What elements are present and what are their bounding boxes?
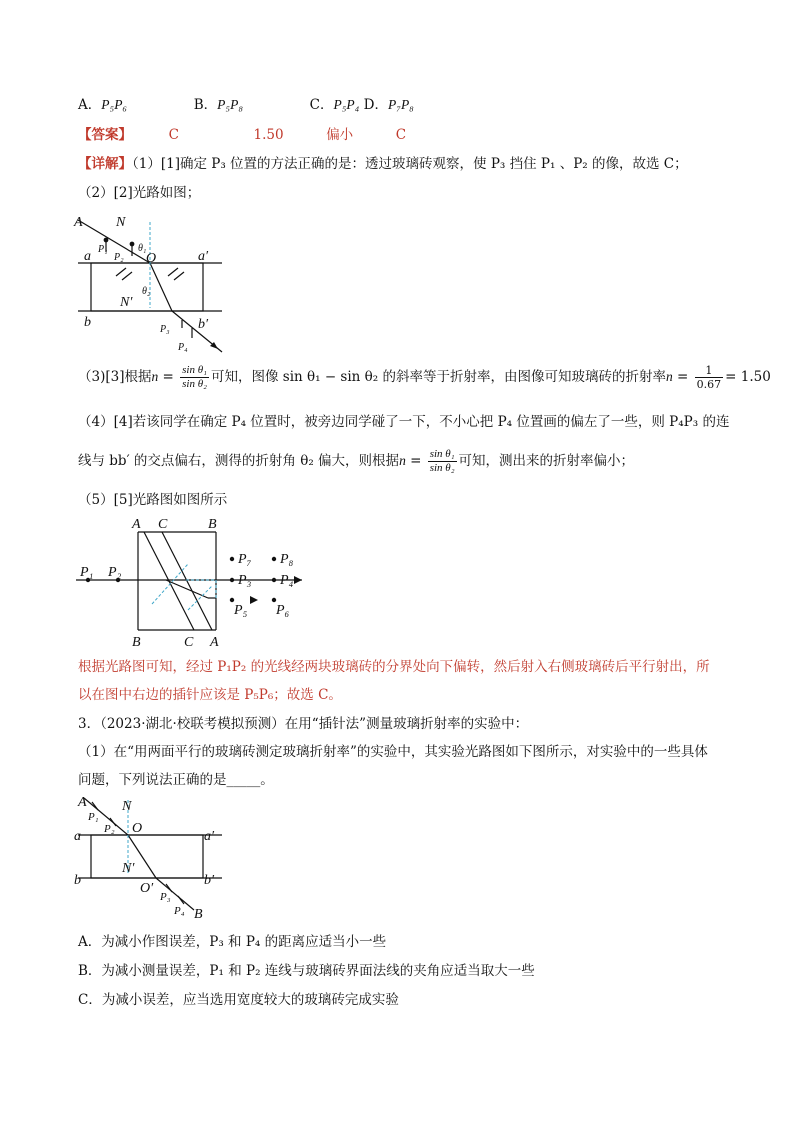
var-n: n <box>151 369 159 384</box>
frac3-denominator: sin θ₂ <box>429 462 455 474</box>
fraction-sin <box>180 364 209 391</box>
detail-line-4b: 线与 bb′ 的交点偏右，测得的折射角 θ₂ 偏大，则根据n = $\frac{\text{sin θ₁}}{\text{sin θ₂}}$ 可知，测出来的折射率偏小； <box>78 448 635 474</box>
fig3-label-a-prime: a′ <box>204 829 215 844</box>
fig2-label-C-bottom: C <box>184 635 194 648</box>
fig2-label-A-top: A <box>132 517 141 532</box>
detail-line-5: （5）[5]光路图如图所示 <box>78 492 228 508</box>
fig3-label-b: b <box>74 873 81 888</box>
option-a-label: A． <box>78 97 102 113</box>
fig3-label-b-prime: b′ <box>204 873 215 888</box>
q3-title: 3．（2023·湖北·校联考模拟预测）在用“插针法”测量玻璃折射率的实验中： <box>78 716 529 732</box>
fig3-label-A: A <box>78 795 87 810</box>
detail-line-3: （3)[3]根据n = $\frac{\text{sin θ₁}}{\text{sin θ₂}}$ 可知，图像 sin θ₁ − sin θ₂ 的斜率等于折射率，由图像可知玻璃砖的折射率n = $\frac{1}{0.67}$ = 1.50 <box>78 364 771 391</box>
detail-line-1 <box>78 155 688 173</box>
fig3-label-P3: P₃ <box>160 891 171 903</box>
option-c-label: C． <box>309 97 334 113</box>
q3-line-1: （1）在“用两面平行的玻璃砖测定玻璃折射率”的实验中，其实验光路图如下图所示，对实验中的一些具体 <box>78 744 708 760</box>
fig1-label-theta1: θ₁ <box>138 243 147 254</box>
fig3-label-P2: P₂ <box>104 823 115 835</box>
frac2-numerator: 1 <box>695 364 724 378</box>
fig3-label-N: N <box>122 799 132 814</box>
detail-line-7: 以在图中右边的插针应该是 P₅P₆；故选 C。 <box>78 687 342 703</box>
fig1-label-a-prime: a′ <box>198 249 209 264</box>
fig2-label-P6: P₆ <box>276 603 290 618</box>
var-n-2: n <box>666 369 673 384</box>
detail-label: 【详解】 <box>78 156 132 172</box>
fig3-label-N-prime: N′ <box>122 861 135 876</box>
option-b-value: P₅P₈ <box>217 97 244 112</box>
fig2-label-P1: P₁ <box>80 565 94 580</box>
fig3-label-P1: P₁ <box>88 811 99 823</box>
fig1-label-P3: P₃ <box>160 324 170 335</box>
fig3-label-B: B <box>194 907 203 922</box>
answer-value-3: 偏小 <box>326 127 354 143</box>
fig1-label-P2: P₂ <box>114 252 124 263</box>
var-n-3: n <box>399 453 406 468</box>
fig2-label-P4: P₄ <box>280 573 294 588</box>
frac-numerator: sin θ₁ <box>182 364 207 376</box>
q3-option-c: C．为减小误差，应当选用宽度较大的玻璃砖完成实验 <box>78 992 399 1008</box>
option-b-label: B． <box>193 97 218 113</box>
fig2-label-B-top: B <box>208 517 217 532</box>
fig3-label-P4: P₄ <box>174 905 185 917</box>
answer-value-2: 1.50 <box>253 127 284 143</box>
fig1-label-P1: P₁ <box>98 244 108 255</box>
detail-text-4b: 线与 bb′ 的交点偏右，测得的折射角 θ₂ 偏大，则根据 <box>78 453 400 469</box>
answer-line <box>78 126 406 144</box>
fig1-label-A: A <box>74 215 83 230</box>
figure-1-light-path <box>70 206 230 356</box>
fig1-label-N: N <box>116 215 126 230</box>
answer-label: 【答案】 <box>78 127 132 143</box>
fig1-label-P4: P₄ <box>178 342 188 353</box>
answer-value-4: C <box>395 127 407 143</box>
fig2-label-P2: P₂ <box>108 565 122 580</box>
fig2-label-B-bottom: B <box>132 635 141 648</box>
fig3-label-O-prime: O′ <box>140 881 154 896</box>
options-line <box>78 96 414 114</box>
fraction-value <box>695 364 724 391</box>
fig3-label-O: O <box>132 821 143 836</box>
fig1-label-theta2: θ₂ <box>142 286 151 297</box>
fig2-label-C-top: C <box>158 517 168 532</box>
answer-value-1: C <box>168 127 179 143</box>
fig1-label-N-prime: N′ <box>120 295 133 310</box>
q3-option-a: A．为减小作图误差，P₃ 和 P₄ 的距离应适当小一些 <box>78 934 387 950</box>
detail-line-2: （2）[2]光路如图； <box>78 185 201 201</box>
fig2-label-A-bottom: A <box>210 635 219 648</box>
option-c-value: P₅P₄ <box>333 97 360 112</box>
frac3-numerator: sin θ₁ <box>429 448 455 460</box>
detail-text-3b: 可知，图像 sin θ₁ − sin θ₂ 的斜率等于折射率，由图像可知玻璃砖的折射率 <box>210 369 666 385</box>
detail-line-4a: （4）[4]若该同学在确定 P₄ 位置时，被旁边同学碰了一下，不小心把 P₄ 位置画的偏左了一些，则 P₄P₃ 的连 <box>78 414 730 430</box>
detail-text-3c: = 1.50 <box>725 369 771 385</box>
fig3-label-a: a <box>74 829 81 844</box>
option-d-value: P₇P₈ <box>388 97 414 112</box>
frac2-denominator: 0.67 <box>696 378 722 391</box>
detail-line-6: 根据光路图可知，经过 P₁P₂ 的光线经两块玻璃砖的分界处向下偏转，然后射入右侧玻璃砖后平行射出，所 <box>78 659 710 675</box>
fig1-label-b: b <box>84 315 91 330</box>
q3-line-2: 问题，下列说法正确的是_____。 <box>78 772 274 788</box>
option-d-label: D． <box>363 97 388 113</box>
fig1-label-a: a <box>84 249 91 264</box>
fig1-label-O: O <box>146 251 157 266</box>
figure-3-light-path <box>70 792 230 922</box>
fig1-label-b-prime: b′ <box>198 317 209 332</box>
detail-text-1: （1）[1]确定 P₃ 位置的方法正确的是：透过玻璃砖观察，使 P₃ 挡住 P₁ 、P₂ 的像，故选 C； <box>132 156 688 172</box>
detail-text-3a: （3)[3]根据 <box>78 369 152 385</box>
q3-option-b: B．为减小测量误差，P₁ 和 P₂ 连线与玻璃砖界面法线的夹角应适当取大一些 <box>78 963 535 979</box>
fig2-label-P8: P₈ <box>280 552 294 567</box>
figure-2-two-prisms <box>70 514 310 648</box>
frac-denominator: sin θ₂ <box>182 378 207 390</box>
fraction-sin-2 <box>428 448 457 475</box>
detail-text-4c: 可知，测出来的折射率偏小； <box>458 453 635 469</box>
fig2-label-P7: P₇ <box>238 552 252 567</box>
option-a-value: P₅P₆ <box>101 97 128 112</box>
fig2-label-P3: P₃ <box>238 573 252 588</box>
fig2-label-P5: P₅ <box>234 603 248 618</box>
